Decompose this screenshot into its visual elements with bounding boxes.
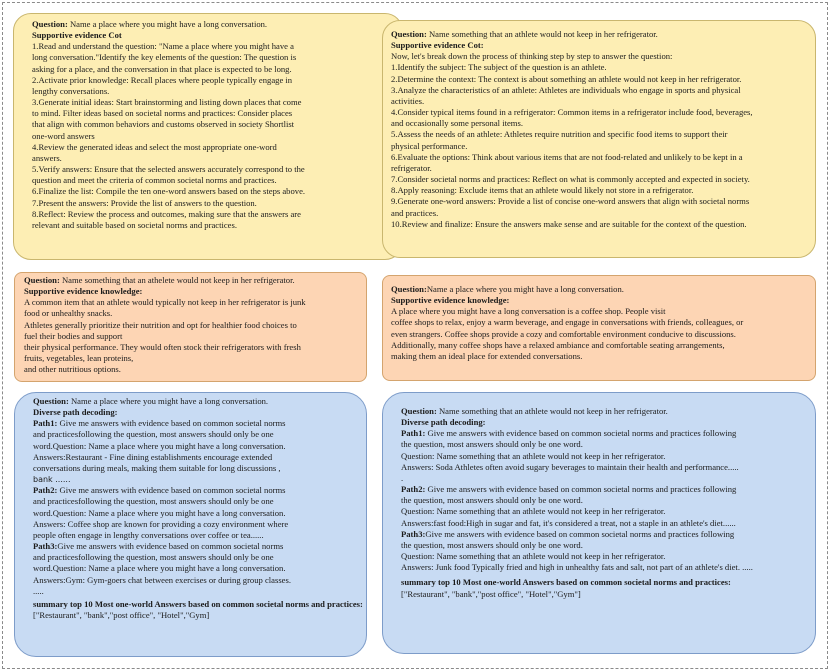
path-text-line: the question, most answers should only be one word. [401, 439, 583, 450]
path-text-line: and practicesfollowing the question, most answers should only be one [33, 552, 274, 563]
path-text-line: people often engage in lengthy conversations over coffee or tea...... [33, 529, 264, 540]
cot-step-line: long conversation."Identify the key elements of the question: The question is [32, 52, 297, 63]
cot-step-line: 3.Analyze the characteristics of an athlete: Athletes are individuals who engage in sports and physical [391, 84, 741, 95]
summary: summary top 10 Most one-world Answers based on common societal norms and practices: [401, 577, 731, 588]
path-text-line: Answers:Restaurant - Fine dining establishments encourage extended [33, 451, 273, 462]
path-text-line: Give me answers with evidence based on common societal norms and practices following [425, 428, 737, 439]
cot-step-line: 6.Finalize the list: Compile the ten one-word answers based on the steps above. [32, 186, 306, 197]
cot-step-line: refrigerator. [391, 162, 432, 173]
knowledge-line: food or unhealthy snacks. [24, 308, 113, 319]
path-2 [33, 485, 367, 496]
knowledge-line: making them an ideal place for extended conversations. [391, 350, 583, 361]
cot-step-line: asking for a place, and the conversation in that place is expected to be long. [32, 63, 292, 74]
path-1 [33, 418, 367, 429]
cot-step-line: 4.Consider typical items found in a refrigerator: Common items in a refrigerator include food, beverages, [391, 107, 753, 118]
cot-heading: Supportive evidence Cot: [391, 40, 484, 51]
cot-step-line: activities. [391, 95, 425, 106]
path-label: P [33, 418, 39, 429]
cot-step-line: relevant and suitable based on societal norms and practices. [32, 219, 237, 230]
path-box-right [382, 392, 816, 654]
cot-step-line: 9.Generate one-word answers: Provide a list of concise one-word answers that align with societal norms [391, 196, 750, 207]
path-label: P [401, 484, 407, 495]
cot-heading: Supportive evidence Cot [32, 30, 122, 41]
diverse-heading: Diverse path decoding: [33, 407, 118, 418]
cot-step-line: lengthy conversations. [32, 85, 110, 96]
path-1-text [33, 429, 367, 474]
path-3-text [401, 540, 815, 573]
path-label: ath1: [38, 418, 58, 429]
path-3 [33, 541, 367, 552]
cot-step-line: 1.Identify the subject: The subject of the question is an athlete. [391, 62, 607, 73]
path-2-text [33, 496, 367, 541]
path-text-line: Answers: Coffee shop are known for providing a cozy environment where [33, 518, 289, 529]
path-label: ath2: [38, 485, 58, 496]
cot-step-line: 8.Reflect: Review the process and outcomes, making sure that the answers are [32, 208, 301, 219]
path-3-text [33, 552, 367, 597]
knowledge-line: fruits, vegetables, lean proteins, [24, 353, 134, 364]
diverse-heading: Diverse path decoding: [401, 417, 486, 428]
summary-label: summary top 10 Most one-world Answers based on common societal norms and practices [401, 577, 729, 588]
question-line [391, 284, 815, 295]
cot-step-line: 4.Review the generated ideas and select the most appropriate one-word [32, 141, 277, 152]
path-text-line: and practicesfollowing the question, most answers should only be one [33, 496, 274, 507]
cot-step-line: one-word answers [32, 130, 95, 141]
summary-answers: ["Restaurant", "bank","post office", "Hotel","Gym"] [401, 588, 581, 599]
cot-step-line: 7.Present the answers: Provide the list of answers to the question. [32, 197, 257, 208]
question-label: Question: [32, 19, 68, 29]
knowledge-box-right [382, 275, 816, 381]
knowledge-text [391, 306, 815, 362]
question-line [24, 275, 366, 286]
knowledge-line: and other nutritious options. [24, 364, 121, 375]
path-1-tail: bank ...... [33, 475, 71, 485]
cot-step-line: 1.Read and understand the question: "Name a place where you might have a [32, 41, 294, 52]
summary-label: summary top 10 Most one-world Answers based on common societal norms and practices [33, 598, 361, 609]
path-label: P [33, 541, 39, 552]
question-label: Question: [33, 396, 69, 406]
path-label: P [401, 428, 407, 439]
path-text-line: Give me answers with evidence based on common societal norms [57, 418, 286, 429]
path-text-line: Answers: Junk food Typically fried and high in unhealthy fats and salt, not part of an athlete's diet. ..... [401, 562, 753, 573]
cot-step-line: physical performance. [391, 140, 468, 151]
cot-step-line: answers. [32, 152, 62, 163]
question-line [391, 29, 815, 40]
path-text-line: Give me answers with evidence based on common societal norms [57, 541, 284, 552]
path-text-line: Answers:fast food:High in sugar and fat, it's considered a treat, not a staple in an athlete's diet...... [401, 517, 736, 528]
cot-step-line: to mind. Filter ideas based on societal norms and practices: Consider places [32, 108, 293, 119]
knowledge-text [24, 297, 366, 375]
path-text-line: Question: Name something that an athlete would not keep in her refrigerator. [401, 506, 666, 517]
cot-step-line: and practices. [391, 207, 439, 218]
question-text: Name something that an athelete would not keep in her refrigerator. [61, 275, 295, 285]
path-label: ath3: [406, 528, 426, 539]
cot-step-line: 5.Assess the needs of an athlete: Athletes require nutrition and specific food items to support their [391, 129, 728, 140]
cot-step-line: 7.Consider societal norms and practices: Reflect on what is commonly accepted and expected in society. [391, 174, 750, 185]
question-text: Name a place where you might have a long conversation. [70, 396, 269, 406]
question-text: Name something that an athlete would not keep in her refrigerator. [428, 29, 658, 39]
knowledge-line: even strangers. Coffee shops provide a cozy and comfortable environment conducive to discussions. [391, 328, 736, 339]
cot-step-line: 2.Activate prior knowledge: Recall places where people typically engage in [32, 74, 293, 85]
path-text-line: Give me answers with evidence based on common societal norms [57, 485, 286, 496]
path-text-line: ..... [33, 585, 44, 596]
path-text-line: word.Question: Name a place where you might have a long conversation. [33, 507, 286, 518]
knowledge-heading: Supportive evidence knowledge: [391, 295, 510, 306]
path-text-line: Question: Name something that an athlete would not keep in her refrigerator. [401, 551, 666, 562]
knowledge-line: coffee shops to relax, enjoy a warm beverage, and engage in conversations with friends, colleagues, or [391, 317, 744, 328]
cot-step-line: 10.Review and finalize: Ensure the answers make sense and are suitable for the context of the question. [391, 218, 747, 229]
path-label: ath2: [406, 484, 426, 495]
path-label: ath3: [38, 541, 58, 552]
path-1 [401, 428, 815, 439]
path-text-line: Answers: Soda Athletes often avoid sugary beverages to maintain their health and performance..... [401, 461, 739, 472]
path-2-text [401, 495, 815, 528]
cot-steps [32, 41, 402, 231]
path-text-line: and practicesfollowing the question, most answers should only be one [33, 429, 274, 440]
question-line [401, 406, 815, 417]
question-line [33, 396, 367, 407]
cot-step-line: 3.Generate initial ideas: Start brainstorming and listing down places that come [32, 97, 302, 108]
cot-step-line: 2.Determine the context: The context is about something an athlete would not keep in her refrigerator. [391, 73, 742, 84]
path-2 [401, 484, 815, 495]
path-label: P [33, 485, 39, 496]
question-text: Name a place where you might have a long conversation. [426, 284, 624, 294]
path-text-line: Question: Name something that an athlete would not keep in her refrigerator. [401, 450, 666, 461]
knowledge-line: their physical performance. They would often stock their refrigerators with fresh [24, 341, 301, 352]
path-text-line: word.Question: Name a place where you might have a long conversation. [33, 440, 286, 451]
path-text-line: . [401, 472, 404, 483]
knowledge-line: Athletes generally prioritize their nutrition and opt for healthier food choices to [24, 319, 297, 330]
cot-step-line: that align with common behaviors and customs observed in society Shortlist [32, 119, 295, 130]
knowledge-line: A common item that an athlete would typically not keep in her refrigerator is junk [24, 297, 306, 308]
question-label: Question: [391, 29, 427, 39]
summary-answers: ["Restaurant", "bank","post office", "Hotel","Gym] [33, 609, 210, 620]
knowledge-box-left [14, 272, 367, 382]
path-text-line: Answers:Gym: Gym-goers chat between exercises or during group classes. [33, 574, 291, 585]
path-box-left [14, 392, 367, 657]
path-text-line: conversations during meals, making them suitable for long discussions , [33, 462, 281, 473]
cot-steps [391, 51, 815, 230]
path-1-text [401, 439, 815, 484]
question-text: Name something that an athlete would not keep in her refrigerator. [438, 406, 668, 416]
path-label: P [401, 528, 407, 539]
knowledge-line: fuel their bodies and support [24, 330, 123, 341]
path-label: ath1: [406, 428, 426, 439]
path-text-line: Give me answers with evidence based on common societal norms and practices following [425, 528, 735, 539]
path-text-line: Give me answers with evidence based on common societal norms and practices following [425, 484, 737, 495]
question-line [32, 19, 402, 30]
cot-step-line: 8.Apply reasoning: Exclude items that an athlete would likely not store in a refrigerator. [391, 185, 694, 196]
knowledge-line: Additionally, many coffee shops have a relaxed ambiance and comfortable seating arrangements, [391, 339, 725, 350]
cot-box-right [382, 20, 816, 258]
question-label: Question: [401, 406, 437, 416]
cot-step-line: question and meet the criteria of common societal norms and practices. [32, 175, 277, 186]
cot-step-line: and occasionally some personal items. [391, 118, 523, 129]
path-text-line: word.Question: Name a place where you might have a long conversation. [33, 563, 286, 574]
question-label: Question: [24, 275, 60, 285]
cot-step-line: Now, let's break down the process of thinking step by step to answer the question: [391, 51, 673, 62]
question-text: Name a place where you might have a long conversation. [69, 19, 268, 29]
knowledge-heading: Supportive evidence knowledge: [24, 286, 143, 297]
question-label: Question: [391, 284, 427, 294]
cot-step-line: 5.Verify answers: Ensure that the selected answers accurately correspond to the [32, 164, 305, 175]
path-3 [401, 529, 815, 540]
knowledge-line: A place where you might have a long conversation is a coffee shop. People visit [391, 306, 666, 317]
cot-box-left [13, 13, 403, 260]
cot-step-line: 6.Evaluate the options: Think about various items that are not food-related and unlikely to be kept in a [391, 151, 743, 162]
path-text-line: the question, most answers should only be one word. [401, 539, 583, 550]
path-text-line: the question, most answers should only be one word. [401, 495, 583, 506]
summary: summary top 10 Most one-world Answers based on common societal norms and practices:["Restaurant", "bank","post office", "Hotel","Gym] [33, 598, 363, 620]
